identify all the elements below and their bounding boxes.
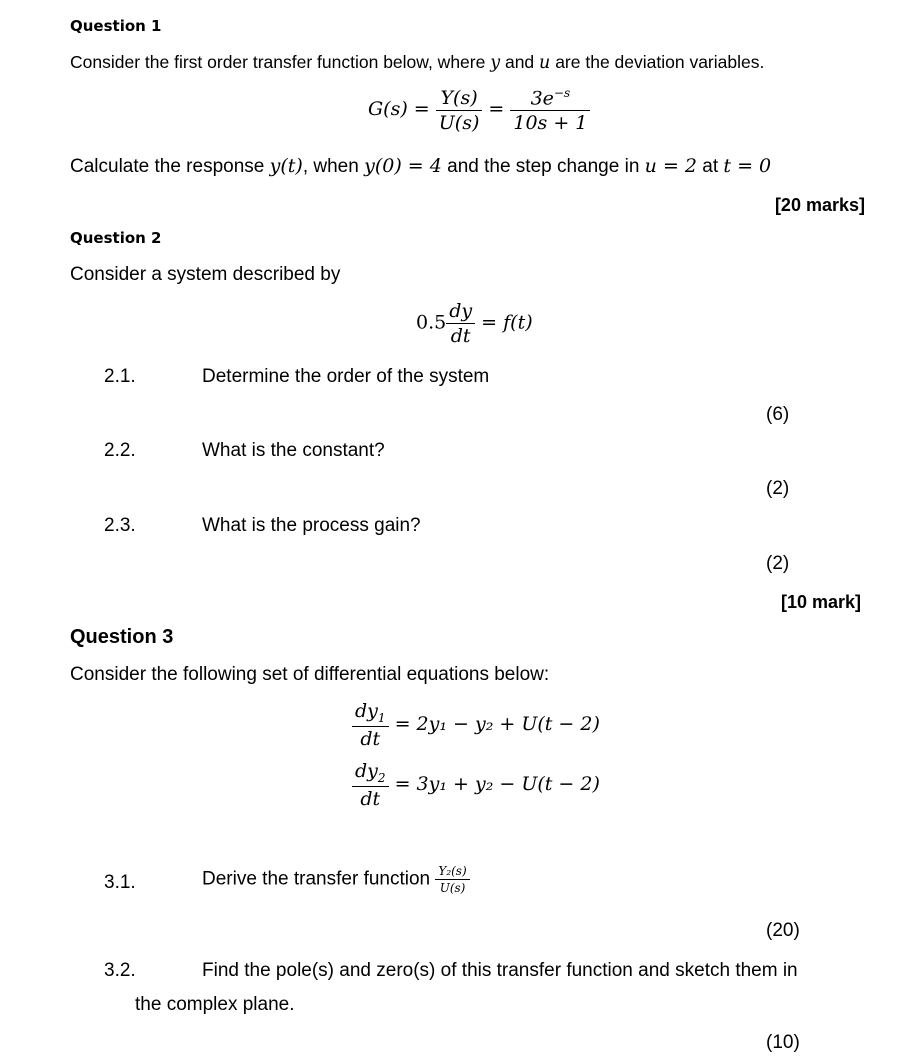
- q3-item-2-line1: Find the pole(s) and zero(s) of this transfer function and sketch them in: [202, 960, 798, 981]
- tf-equals: =: [482, 98, 511, 121]
- q3-item-1-fraction: [435, 864, 469, 895]
- q3-equation-2: [352, 760, 600, 810]
- eq2-den: dt: [360, 787, 381, 810]
- tf-num2-exponent: −s: [553, 86, 571, 100]
- eq2-num-sub: 2: [377, 770, 386, 785]
- tf-denominator-1: U(s): [438, 111, 480, 134]
- q1-intro: [70, 52, 764, 73]
- eq2-num: [352, 760, 389, 787]
- eq1-den: dt: [360, 727, 381, 750]
- tf-fraction-1: [436, 87, 483, 134]
- q3-item-1-text: Derive the transfer function: [202, 868, 436, 890]
- q1-intro-part: and: [500, 52, 540, 72]
- tf-numerator-1: Y(s): [436, 87, 483, 111]
- q2-item-mark: (2): [766, 478, 790, 499]
- var-u-step: u = 2: [644, 155, 697, 177]
- eq-num: dy: [446, 300, 475, 324]
- q1-intro-part: Consider the first order transfer function below, where: [70, 52, 491, 72]
- q3-frac-den: U(s): [439, 881, 466, 895]
- q3-equation-1: [352, 700, 600, 750]
- tf-num2-base: 3e: [530, 87, 554, 110]
- tf-fraction-2: [510, 86, 590, 134]
- eq2-rhs: = 3y₁ + y₂ − U(t − 2): [388, 772, 600, 795]
- tf-numerator-2: [510, 86, 590, 111]
- eq1-derivative: [352, 700, 389, 750]
- q3-frac-num: Y₂(s): [435, 864, 469, 880]
- eq-den: dt: [450, 325, 471, 347]
- eq-rhs: = f(t): [475, 311, 533, 334]
- question-2-heading: Question 2: [70, 229, 162, 247]
- q2-item-text: What is the process gain?: [202, 515, 421, 536]
- eq2-num-base: dy: [355, 760, 378, 782]
- eq1-num-base: dy: [355, 700, 378, 722]
- question-3-heading: Question 3: [70, 626, 174, 648]
- eq2-derivative: [352, 760, 389, 810]
- var-yt: y(t): [269, 155, 303, 177]
- eq1-num-sub: 1: [377, 710, 386, 725]
- q1-calc-part: Calculate the response: [70, 156, 270, 177]
- tf-denominator-2: 10s + 1: [513, 112, 588, 135]
- var-u: u: [539, 53, 551, 73]
- q2-item-text: Determine the order of the system: [202, 366, 490, 387]
- q3-item-1: [202, 864, 470, 895]
- q2-item-mark: (2): [766, 553, 790, 574]
- tf-lhs: G(s) =: [368, 98, 436, 121]
- eq-coefficient: 0.5: [416, 311, 447, 334]
- q2-intro: Consider a system described by: [70, 264, 341, 285]
- q1-marks: [20 marks]: [774, 195, 865, 215]
- q1-calc-part: at: [697, 156, 724, 177]
- eq1-num: [352, 700, 389, 727]
- q3-item-mark: (20): [766, 920, 800, 941]
- q1-calc-part: , when: [302, 156, 365, 177]
- q2-item-number: 2.2.: [104, 440, 136, 461]
- q1-calculate: [70, 155, 771, 178]
- q3-item-number: 3.1.: [104, 872, 136, 893]
- q1-intro-part: are the deviation variables.: [550, 52, 765, 72]
- q2-marks: [10 mark]: [780, 592, 861, 612]
- var-y: y: [490, 53, 501, 73]
- q2-equation: [416, 300, 533, 347]
- var-y0: y(0) = 4: [364, 155, 442, 177]
- q3-item-mark: (10): [766, 1032, 800, 1053]
- q1-calc-part: and the step change in: [441, 156, 645, 177]
- eq1-rhs: = 2y₁ − y₂ + U(t − 2): [388, 712, 600, 735]
- question-1-heading: Question 1: [70, 17, 162, 35]
- q2-item-mark: (6): [766, 404, 790, 425]
- q1-transfer-function: [368, 86, 590, 134]
- eq-derivative: [446, 300, 475, 347]
- q3-item-number: 3.2.: [104, 960, 136, 981]
- var-t0: t = 0: [723, 155, 772, 177]
- q2-item-number: 2.1.: [104, 366, 136, 387]
- q3-item-2-line2: the complex plane.: [135, 994, 295, 1015]
- q2-item-number: 2.3.: [104, 515, 136, 536]
- q3-intro: Consider the following set of differential equations below:: [70, 664, 550, 685]
- q2-item-text: What is the constant?: [202, 440, 385, 461]
